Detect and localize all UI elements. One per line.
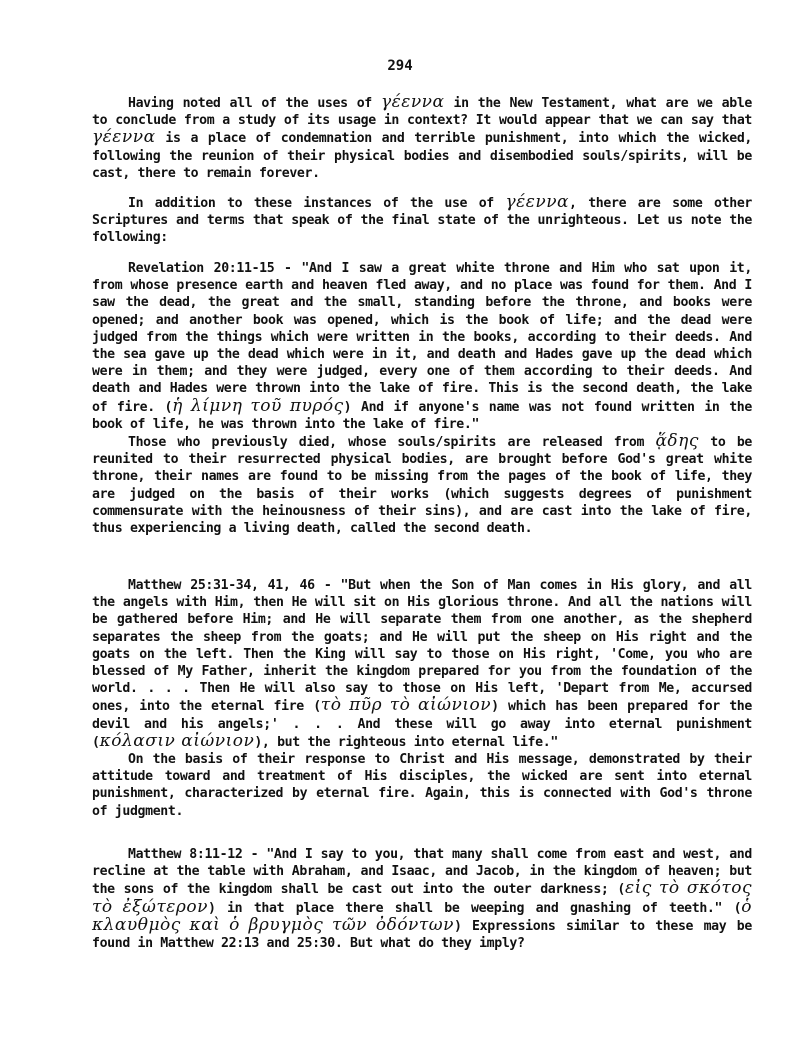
p5-text-b: ) which has been prepared for the devil and his angels;' . . . And these will go away into eternal punishment (: [92, 699, 752, 750]
greek-lake-of-fire: ἡ λίμνη τοῦ πυρός: [172, 395, 344, 416]
p5-text-c: ), but the righteous into eternal life.": [254, 734, 558, 750]
p4-text-b: to be reunited to their resurrected physical bodies, are brought before God's great white throne, their names are found to be missing from the pages of the book of life, they are judged on the basis of their works (which suggests degrees of punishment commensurate with the heinousness of their sins), and are cast into the lake of fire, thus experiencing a living death, called the second death.: [92, 435, 752, 537]
greek-gehenna-2: γέεννα: [92, 127, 156, 148]
p7-text-b: ) in that place there shall be weeping and gnashing of teeth." (: [207, 900, 742, 916]
greek-hades: ᾅδης: [655, 431, 699, 452]
p7-text-a: Matthew 8:11-12 - "And I say to you, that many shall come from east and west, and recline at the table with Abraham, and Isaac, and Jacob, in the kingdom of heaven; but the sons of the kingdom shall be cast out into the outer darkness; (: [92, 847, 752, 898]
p2-text-a: In addition to these instances of the use of: [128, 196, 506, 211]
p1-text-c: is a place of condemnation and terrible punishment, into which the wicked, following the reunion of their physical bodies and disembodied souls/spirits, will be cast, there to remain forever.: [92, 131, 752, 181]
paragraph-2: [92, 194, 752, 247]
greek-outer-darkness: εἰς τὸ σκότος τὸ ἐξώτερον: [92, 878, 753, 917]
greek-gehenna-3: γέεννα: [505, 192, 570, 212]
matthew-25-quote: [92, 577, 752, 820]
p1-text-a: Having noted all of the uses of: [128, 96, 381, 111]
p6-text-a: On the basis of their response to Christ and His message, demonstrated by their attitude toward and treatment of His disciples, the wicked are sent into eternal punishment, characterized by eternal fire. Again, this is connected with God's throne of judgment.: [92, 752, 752, 819]
paragraph-1: [92, 94, 752, 182]
greek-eternal-fire: τὸ πῦρ τὸ αἰώνιον: [320, 695, 492, 716]
greek-weeping-gnashing: ὁ κλαυθμὸς καὶ ὁ βρυγμὸς τῶν ὀδόντων: [92, 896, 753, 935]
revelation-quote: [92, 260, 752, 537]
greek-eternal-punishment: κόλασιν αἰώνιον: [99, 730, 255, 751]
page-number: 294: [387, 58, 413, 74]
p3-text-a: Revelation 20:11-15 - "And I saw a great white throne and Him who sat upon it, from whose presence earth and heaven fled away, and no place was found for them. And I saw the dead, the great and the small, standing before the throne, and books were opened; and another book was opened, which is the book of life; and the dead were judged from the things which were written in the books, according to their deeds. And the sea gave up the dead which were in it, and death and Hades gave up the dead which were in them; and they were judged, every one of them according to their deeds. And death and Hades were thrown into the lake of fire. This is the second death, the lake of fire. (: [92, 261, 752, 415]
matthew-8-quote: [92, 846, 752, 952]
p7-text-c: ) Expressions similar to these may be found in Matthew 22:13 and 25:30. But what do they imply?: [92, 918, 752, 952]
p3-text-b: ) And if anyone's name was not found written in the book of life, he was thrown into the lake of fire.": [92, 399, 752, 432]
p4-text-a: Those who previously died, whose souls/spirits are released from: [128, 435, 656, 451]
p5-text-a: Matthew 25:31-34, 41, 46 - "But when the Son of Man comes in His glory, and all the angels with Him, then He will sit on His glorious throne. And all the nations will be gathered before Him; and He will separate them from one another, as the shepherd separates the sheep from the goats; and He will put the sheep on His right and the goats on the left. Then the King will say to those on His right, 'Come, you who are blessed of My Father, inherit the kingdom prepared for you from the foundation of the world. . . . Then He will also say to those on His left, 'Depart from Me, accursed ones, into the eternal fire (: [92, 578, 752, 715]
p2-text-b: , there are some other Scriptures and terms that speak of the final state of the unrighteous. Let us note the following:: [92, 196, 752, 246]
p1-text-b: in the New Testament, what are we able to conclude from a study of its usage in context? It would appear that we can say that: [92, 96, 752, 129]
greek-gehenna-1: γέεννα: [380, 92, 445, 112]
